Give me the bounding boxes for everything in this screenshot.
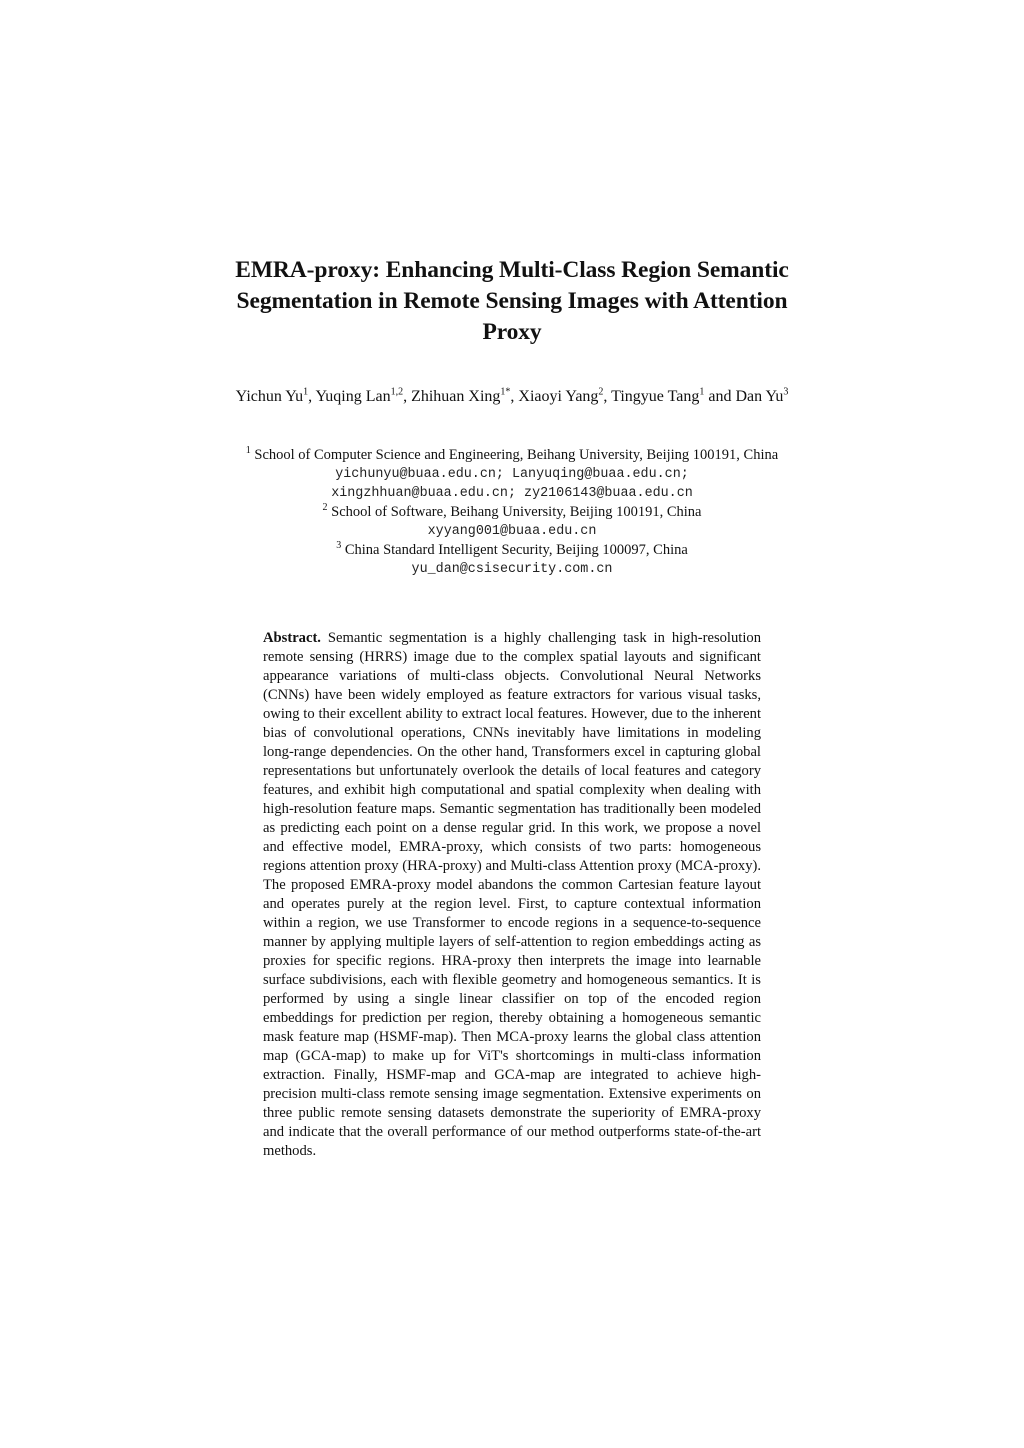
paper-title: EMRA-proxy: Enhancing Multi-Class Region Semantic Segmentation in Remote Sensing Images with Attention Proxy [235,257,789,345]
author-list [212,386,812,407]
author-affil-mark: 2 [598,386,604,398]
email-line: xyyang001@buaa.edu.cn [427,524,597,539]
author-separator: and [704,388,736,405]
affiliation-mark: 1 [245,445,251,457]
abstract-label: Abstract. [263,630,321,646]
author-affil-mark: 3 [783,386,789,398]
author-separator: , [308,388,316,405]
author [411,388,518,405]
author-name: Yichun Yu [235,388,304,405]
affiliation-text: School of Computer Science and Engineering, Beihang University, Beijing 100191, China [254,447,779,463]
affiliation-mark: 2 [322,502,328,514]
affiliation [200,541,824,560]
abstract [263,629,761,1161]
author-affil-mark: 1* [500,386,511,398]
author [611,388,735,405]
affiliation [200,503,824,522]
affiliation [200,446,824,465]
email-line: xingzhhuan@buaa.edu.cn; zy2106143@buaa.edu.cn [331,486,693,501]
author-name: Yuqing Lan [315,388,391,405]
author-name: Tingyue Tang [611,388,700,405]
affiliation-list [200,446,824,579]
affiliation-mark: 3 [336,540,342,552]
author [236,388,316,405]
author-affil-mark: 1,2 [390,386,404,398]
author-separator: , [510,388,519,405]
affiliation-text: School of Software, Beihang University, Beijing 100191, China [331,504,702,520]
author-affil-mark: 1 [303,386,309,398]
abstract-text: Semantic segmentation is a highly challenging task in high-resolution remote sensing (HRRS) image due to the complex spatial layouts and significant appearance variations of multi-class objects. Convolutional Neural Networks (CNNs) have been widely employed as feature extractors for various visual tasks, owing to their excellent ability to extract local features. However, due to the inherent bias of convolutional operations, CNNs inevitably have limitations in modeling long-range dependencies. On the other hand, Transformers excel in capturing global representations but unfortunately overlook the details of local features and category features, and exhibit high computational and spatial complexity when dealing with high-resolution feature maps. Semantic segmentation has traditionally been modeled as predicting each point on a dense regular grid. In this work, we propose a novel and effective model, EMRA-proxy, which consists of two parts: homogeneous regions attention proxy (HRA-proxy) and Multi-class Attention proxy (MCA-proxy). The proposed EMRA-proxy model abandons the common Cartesian feature layout and operates purely at the region level. First, to capture contextual information within a region, we use Transformer to encode regions in a sequence-to-sequence manner by applying multiple layers of self-attention to region embeddings acting as proxies for specific regions. HRA-proxy then interprets the image into learnable surface subdivisions, each with flexible geometry and homogeneous semantics. It is performed by using a single linear classifier on top of the encoded region embeddings for prediction per region, thereby obtaining a homogeneous semantic mask feature map (HSMF-map). Then MCA-proxy learns the global class attention map (GCA-map) to make up for ViT's shortcomings in multi-class information extraction. Finally, HSMF-map and GCA-map are integrated to achieve high-precision multi-class remote sensing image segmentation. Extensive experiments on three public remote sensing datasets demonstrate the superiority of EMRA-proxy and indicate that the overall performance of our method outperforms state-of-the-art methods. [263,630,761,1159]
affiliation-text: China Standard Intelligent Security, Beijing 100097, China [344,542,688,558]
author-name: Zhihuan Xing [411,388,501,405]
author-name: Xiaoyi Yang [518,388,599,405]
author-separator: , [603,388,612,405]
author [315,388,411,405]
author [735,388,788,405]
author-affil-mark: 1 [699,386,705,398]
email-line: yu_dan@csisecurity.com.cn [411,562,613,577]
email-line: yichunyu@buaa.edu.cn; Lanyuqing@buaa.edu.cn; [335,467,689,482]
author [518,388,611,405]
author-separator: , [403,388,412,405]
author-name: Dan Yu [735,388,784,405]
